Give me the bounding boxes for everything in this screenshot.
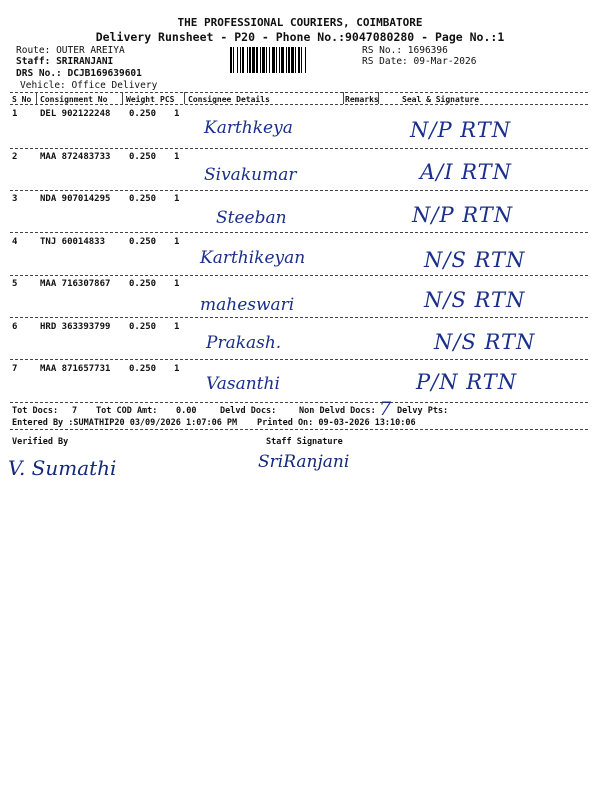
barcode-bar [240,47,241,73]
row-consignment: TNJ 60014833 [40,237,106,247]
rs-no-value: 1696396 [407,45,448,56]
verified-signature: V. Sumathi [8,456,117,480]
staff-signature: SriRanjani [258,452,350,472]
row-pcs: 1 [174,152,180,162]
rs-no-label: RS No.: [362,45,403,56]
barcode-bar [281,47,284,73]
row-consignee-signature: Steeban [216,208,287,228]
barcode-bar [279,47,280,73]
row-sno: 3 [12,194,18,204]
row-consignment: MAA 872483733 [40,152,111,162]
row-rule [10,317,588,318]
table-bottom-rule [10,402,588,403]
row-consignment: NDA 907014295 [40,194,111,204]
row-pcs: 1 [174,109,180,119]
col-header-seal: Seal & Signature [402,95,480,104]
row-sno: 1 [12,109,18,119]
rs-date-line [362,56,476,67]
staff-value: SRIRANJANI [56,56,114,67]
row-consignee-signature: maheswari [200,295,295,315]
row-seal-signature: N/P RTN [410,118,512,142]
row-seal-signature: N/S RTN [434,330,536,354]
row-seal-signature: N/S RTN [424,288,526,312]
drs-value: DCJB169639601 [67,68,142,79]
barcode-bar [295,47,296,73]
row-sno: 5 [12,279,18,289]
row-pcs: 1 [174,364,180,374]
barcode-bar [301,47,302,73]
barcode-bar [269,47,270,73]
row-consignment: DEL 902122248 [40,109,111,119]
tot-docs-value: 7 [72,406,78,416]
staff-signature-label: Staff Signature [266,437,343,447]
row-sno: 2 [12,152,18,162]
staff-line [16,56,113,67]
delvd-docs-label: Delvd Docs: [220,406,277,416]
row-weight: 0.250 [129,109,157,119]
row-consignee-signature: Karthikeyan [200,248,306,268]
tot-cod-label: Tot COD Amt: [96,406,158,416]
drs-line [16,68,142,79]
barcode-bar [247,47,248,73]
row-seal-signature: A/I RTN [420,160,513,184]
barcode-bar [266,47,267,73]
barcode-bar [256,47,258,73]
row-consignee-signature: Karthkeya [204,118,293,138]
delvy-pts-label: Delvy Pts: [397,406,449,416]
barcode-bar [288,47,290,73]
row-rule [10,359,588,360]
col-sep [122,92,123,104]
entered-by: Entered By :SUMATHIP20 03/09/2026 1:07:06 PM [12,418,238,428]
vehicle-label: Vehicle: [20,80,66,91]
non-delvd-value: 7 [379,398,392,420]
row-rule [10,275,588,276]
col-sep [343,92,344,104]
col-sep [184,92,185,104]
col-header-sno: S No [12,95,32,104]
barcode-bar [242,47,244,73]
row-rule [10,232,588,233]
row-consignment: HRD 363393799 [40,322,111,332]
verified-by-label: Verified By [12,437,69,447]
row-weight: 0.250 [129,194,157,204]
barcode-bar [262,47,265,73]
page-title: THE PROFESSIONAL COURIERS, COIMBATORE [177,16,423,29]
row-sno: 4 [12,237,18,247]
tot-docs-label: Tot Docs: [12,406,59,416]
col-header-consignee: Consignee Details [188,95,270,104]
drs-label: DRS No.: [16,68,62,79]
barcode-bar [272,47,275,73]
row-seal-signature: N/S RTN [424,248,526,272]
row-consignment: MAA 871657731 [40,364,111,374]
row-weight: 0.250 [129,152,157,162]
row-sno: 7 [12,364,18,374]
row-consignee-signature: Sivakumar [204,165,297,185]
col-header-consignment: Consignment No [40,95,108,104]
staff-label: Staff: [16,56,51,67]
barcode-image [230,47,358,73]
row-weight: 0.250 [129,322,157,332]
runsheet-subtitle: Delivery Runsheet - P20 - Phone No.:9047080280 - Page No.:1 [95,30,505,44]
barcode-bar [233,47,234,73]
row-consignee-signature: Prakash. [206,333,282,353]
row-consignee-signature: Vasanthi [206,374,280,394]
col-header-weight: Weight [126,95,155,104]
row-pcs: 1 [174,322,180,332]
vehicle-value: Office Delivery [71,80,158,91]
row-rule [10,148,588,149]
barcode-bar [298,47,300,73]
barcode-bar [260,47,261,73]
route-line [16,45,125,56]
table-header-rule [10,104,588,105]
route-label: Route: [16,45,51,56]
rs-date-label: RS Date: [362,56,408,67]
row-consignment: MAA 716307867 [40,279,111,289]
barcode-bar [286,47,287,73]
row-seal-signature: N/P RTN [412,203,514,227]
col-sep [36,92,37,104]
barcode-bar [291,47,294,73]
barcode-bar [252,47,255,73]
row-weight: 0.250 [129,279,157,289]
route-value: OUTER AREIYA [56,45,125,56]
rs-date-value: 09-Mar-2026 [413,56,477,67]
rs-no-line [362,45,448,56]
col-header-remarks: Remarks [345,95,379,104]
row-sno: 6 [12,322,18,332]
barcode-bar [230,47,232,73]
barcode-bar [237,47,238,73]
table-top-rule [10,92,588,93]
row-weight: 0.250 [129,364,157,374]
row-pcs: 1 [174,279,180,289]
printed-on: Printed On: 09-03-2026 13:10:06 [257,418,416,428]
non-delvd-label: Non Delvd Docs: [299,406,376,416]
footer-rule [10,429,588,430]
vehicle-line [20,80,157,91]
row-pcs: 1 [174,194,180,204]
tot-cod-value: 0.00 [176,406,197,416]
col-header-pcs: PCS [160,95,175,104]
barcode-bar [249,47,251,73]
row-seal-signature: P/N RTN [416,370,518,394]
row-weight: 0.250 [129,237,157,247]
row-rule [10,190,588,191]
barcode-bar [305,47,306,73]
row-pcs: 1 [174,237,180,247]
barcode-bar [276,47,277,73]
